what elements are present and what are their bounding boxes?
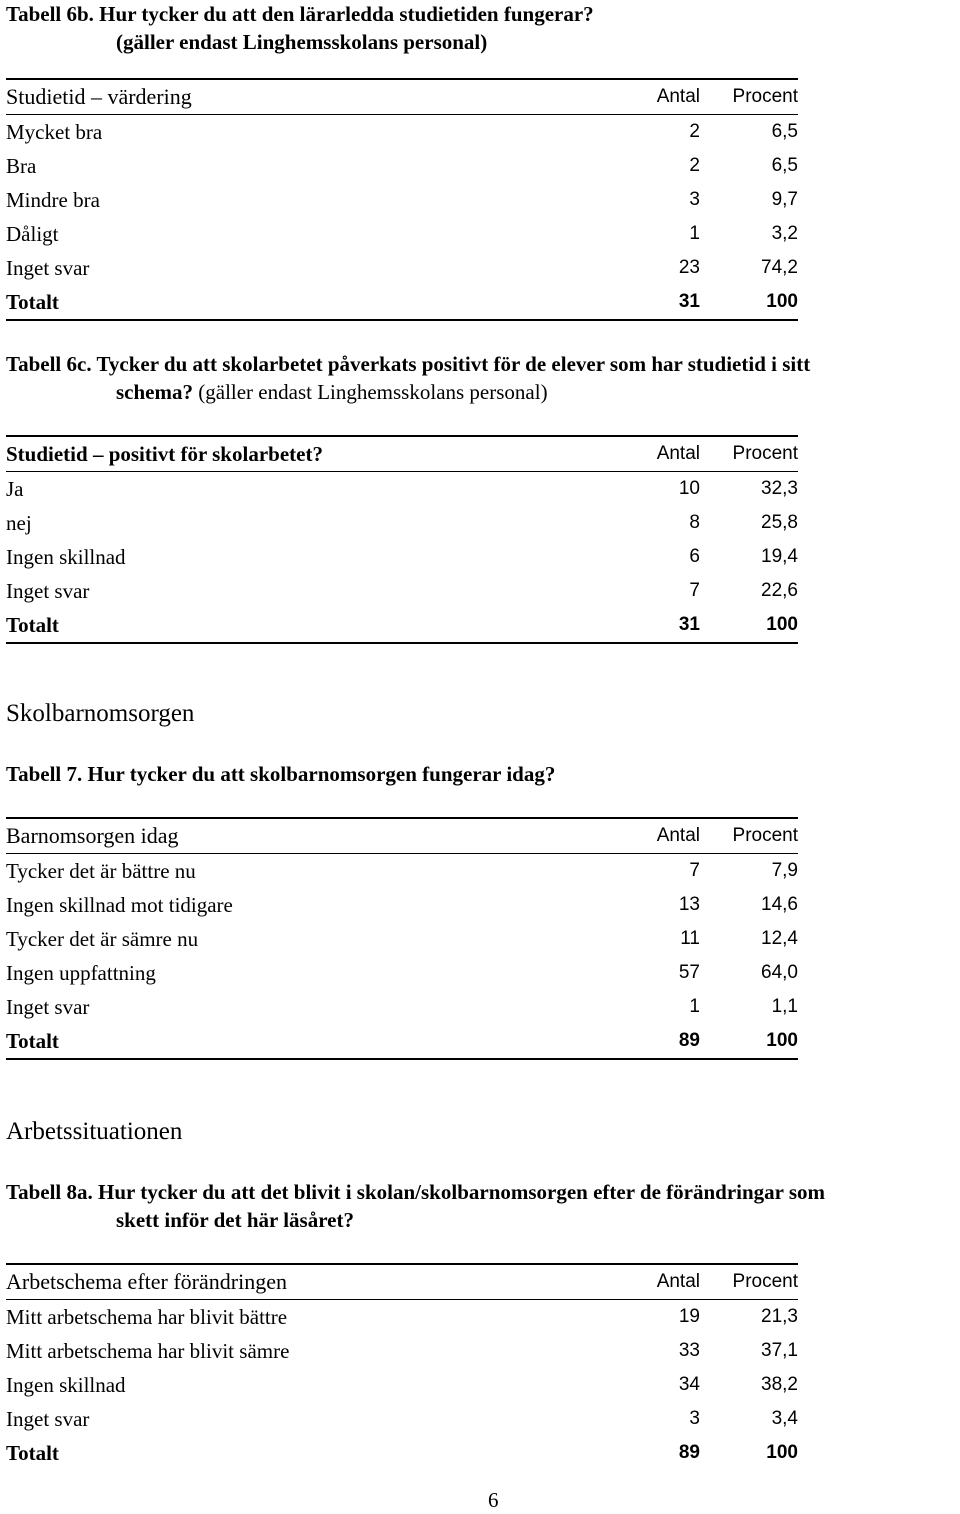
table-header xyxy=(6,1265,798,1299)
total-label: Totalt xyxy=(6,1029,59,1053)
table-row xyxy=(6,854,798,888)
row-label: Ingen skillnad mot tidigare xyxy=(6,893,233,917)
row-antal: 19 xyxy=(678,1306,700,1327)
row-procent: 64,0 xyxy=(761,962,798,983)
row-procent: 6,5 xyxy=(771,155,798,176)
row-procent: 19,4 xyxy=(761,546,798,567)
section-heading-arbetssituationen: Arbetssituationen xyxy=(6,1118,183,1145)
row-label: Ja xyxy=(6,477,24,501)
table-total-row xyxy=(6,285,798,319)
table-header xyxy=(6,819,798,853)
table-8a-caption-line2: skett inför det här läsåret? xyxy=(116,1208,354,1232)
table-row xyxy=(6,922,798,956)
table-row xyxy=(6,574,798,608)
row-antal: 3 xyxy=(689,189,700,210)
row-label: Mitt arbetschema har blivit bättre xyxy=(6,1305,288,1329)
row-procent: 9,7 xyxy=(771,189,798,210)
row-label: Mycket bra xyxy=(6,120,103,144)
header-label: Barnomsorgen idag xyxy=(6,823,179,848)
table-6b-caption xyxy=(6,0,956,56)
row-procent: 38,2 xyxy=(761,1374,798,1395)
table-7-caption: Tabell 7. Hur tycker du att skolbarnomsorgen fungerar idag? xyxy=(6,762,556,786)
table-row xyxy=(6,888,798,922)
header-label: Arbetschema efter förändringen xyxy=(6,1269,287,1294)
row-label: Ingen uppfattning xyxy=(6,961,156,985)
row-label: Inget svar xyxy=(6,256,90,280)
total-procent: 100 xyxy=(766,1030,798,1051)
total-label: Totalt xyxy=(6,1441,59,1465)
row-label: Bra xyxy=(6,154,37,178)
header-antal: Antal xyxy=(656,86,700,107)
row-label: Inget svar xyxy=(6,1407,90,1431)
row-procent: 25,8 xyxy=(761,512,798,533)
table-row xyxy=(6,149,798,183)
header-procent: Procent xyxy=(732,443,798,464)
row-label: nej xyxy=(6,511,32,535)
table-8a xyxy=(6,1263,798,1470)
header-antal: Antal xyxy=(656,1271,700,1292)
table-row xyxy=(6,1368,798,1402)
table-header xyxy=(6,437,798,471)
row-antal: 2 xyxy=(689,121,700,142)
row-antal: 7 xyxy=(689,860,700,881)
table-6c-caption-line2-bold: schema? xyxy=(116,380,193,404)
table-6c-caption xyxy=(6,350,956,406)
row-label: Ingen skillnad xyxy=(6,1373,126,1397)
row-antal: 1 xyxy=(689,223,700,244)
header-procent: Procent xyxy=(732,86,798,107)
table-rule xyxy=(6,1058,798,1060)
total-label: Totalt xyxy=(6,613,59,637)
row-label: Inget svar xyxy=(6,579,90,603)
table-header xyxy=(6,80,798,114)
row-antal: 7 xyxy=(689,580,700,601)
header-label: Studietid – positivt för skolarbetet? xyxy=(6,442,323,466)
total-antal: 89 xyxy=(678,1442,700,1463)
header-procent: Procent xyxy=(732,825,798,846)
table-row xyxy=(6,183,798,217)
table-row xyxy=(6,115,798,149)
row-procent: 1,1 xyxy=(771,996,798,1017)
header-antal: Antal xyxy=(656,825,700,846)
table-6b-caption-line2: (gäller endast Linghemsskolans personal) xyxy=(116,30,488,54)
row-label: Dåligt xyxy=(6,222,59,246)
table-6c-caption-line2-normal: (gäller endast Linghemsskolans personal) xyxy=(198,380,548,404)
table-row xyxy=(6,1334,798,1368)
header-label: Studietid – värdering xyxy=(6,84,192,109)
row-antal: 11 xyxy=(680,928,700,949)
row-antal: 34 xyxy=(678,1374,700,1395)
table-rule xyxy=(6,319,798,321)
row-antal: 3 xyxy=(689,1408,700,1429)
row-procent: 7,9 xyxy=(771,860,798,881)
table-row xyxy=(6,251,798,285)
row-antal: 10 xyxy=(678,478,700,499)
row-procent: 14,6 xyxy=(761,894,798,915)
row-label: Mitt arbetschema har blivit sämre xyxy=(6,1339,290,1363)
table-rule xyxy=(6,642,798,644)
table-total-row xyxy=(6,1436,798,1470)
table-row xyxy=(6,217,798,251)
row-antal: 8 xyxy=(689,512,700,533)
row-procent: 6,5 xyxy=(771,121,798,142)
row-label: Tycker det är bättre nu xyxy=(6,859,196,883)
table-6c-caption-line2 xyxy=(6,378,956,406)
row-procent: 32,3 xyxy=(761,478,798,499)
table-total-row xyxy=(6,608,798,642)
row-antal: 57 xyxy=(678,962,700,983)
row-procent: 3,4 xyxy=(771,1408,798,1429)
table-row xyxy=(6,1300,798,1334)
total-procent: 100 xyxy=(766,291,798,312)
total-label: Totalt xyxy=(6,290,59,314)
row-antal: 33 xyxy=(678,1340,700,1361)
row-antal: 23 xyxy=(678,257,700,278)
header-antal: Antal xyxy=(656,443,700,464)
table-6b xyxy=(6,78,798,321)
total-antal: 31 xyxy=(678,614,700,635)
row-antal: 2 xyxy=(689,155,700,176)
row-label: Inget svar xyxy=(6,995,90,1019)
row-procent: 12,4 xyxy=(761,928,798,949)
table-6b-caption-line1: Tabell 6b. Hur tycker du att den lärarledda studietiden fungerar? xyxy=(6,2,594,26)
total-antal: 31 xyxy=(678,291,700,312)
row-antal: 6 xyxy=(689,546,700,567)
row-procent: 22,6 xyxy=(761,580,798,601)
table-8a-caption-num: Tabell 8a. xyxy=(6,1180,93,1204)
row-antal: 1 xyxy=(689,996,700,1017)
total-antal: 89 xyxy=(678,1030,700,1051)
total-procent: 100 xyxy=(766,1442,798,1463)
table-row xyxy=(6,990,798,1024)
table-6c-caption-num: Tabell 6c. xyxy=(6,352,92,376)
table-6c-caption-line1: Tycker du att skolarbetet påverkats positivt för de elever som har studietid i sitt xyxy=(96,352,811,376)
row-procent: 37,1 xyxy=(761,1340,798,1361)
row-procent: 21,3 xyxy=(761,1306,798,1327)
table-row xyxy=(6,472,798,506)
row-procent: 3,2 xyxy=(771,223,798,244)
page-number: 6 xyxy=(488,1488,499,1512)
table-6c xyxy=(6,435,798,644)
row-label: Mindre bra xyxy=(6,188,100,212)
total-procent: 100 xyxy=(766,614,798,635)
table-7 xyxy=(6,817,798,1060)
section-heading-skolbarnomsorgen: Skolbarnomsorgen xyxy=(6,700,195,727)
row-antal: 13 xyxy=(678,894,700,915)
table-total-row xyxy=(6,1024,798,1058)
row-procent: 74,2 xyxy=(761,257,798,278)
table-row xyxy=(6,540,798,574)
table-8a-caption-line1: Hur tycker du att det blivit i skolan/skolbarnomsorgen efter de förändringar som xyxy=(98,1180,826,1204)
header-procent: Procent xyxy=(732,1271,798,1292)
row-label: Ingen skillnad xyxy=(6,545,126,569)
table-row xyxy=(6,956,798,990)
row-label: Tycker det är sämre nu xyxy=(6,927,199,951)
table-row xyxy=(6,1402,798,1436)
table-row xyxy=(6,506,798,540)
table-8a-caption xyxy=(6,1178,956,1234)
